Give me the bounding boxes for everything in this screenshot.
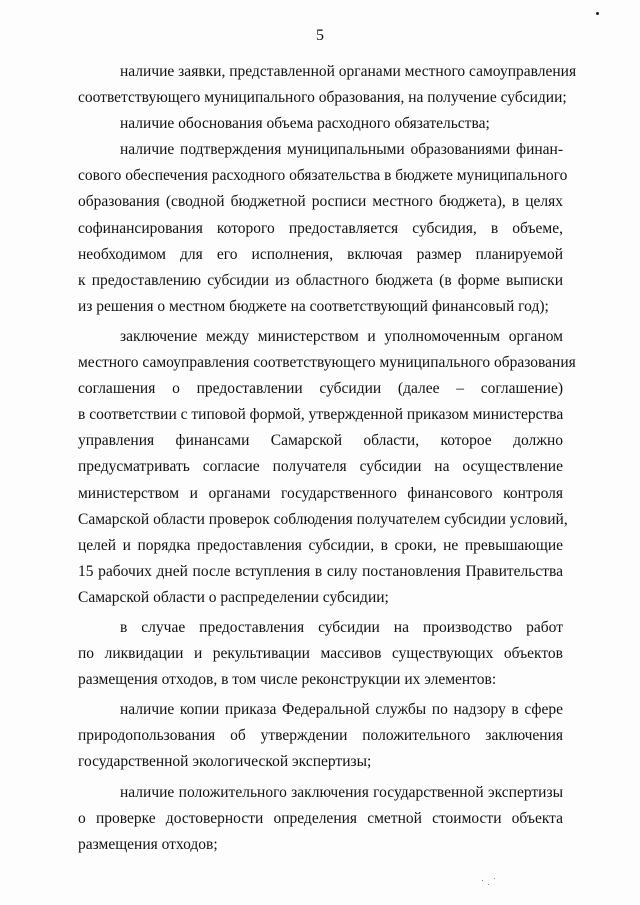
text-line: о проверке достоверности определения сметной стоимости объекта [78,809,563,827]
text-line: Самарской области проверок соблюдения получателем субсидии условий, [78,510,568,528]
text-line: к предоставлению субсидии из областного бюджета (в форме выписки [78,271,563,289]
text-line: природопользования об утверждении положительного заключения [78,727,563,745]
text-line: наличие копии приказа Федеральной службы по надзору в сфере [120,701,563,719]
scan-dot [596,12,599,15]
scan-speck [488,884,489,885]
text-line: целей и порядка предоставления субсидии, в сроки, не превышающие [78,536,563,554]
text-line: местного самоуправления соответствующего муниципального образования [78,354,576,372]
text-line: размещения отходов; [78,835,218,853]
text-line: Самарской области о распределении субсидии; [78,588,389,606]
text-line: 15 рабочих дней после вступления в силу постановления Правительства [78,562,563,580]
text-line: необходимом для его исполнения, включая размер планируемой [78,245,563,263]
text-line: управления финансами Самарской области, которое должно [78,432,563,450]
text-line: соглашения о предоставлении субсидии (далее – соглашение) [78,380,563,398]
scan-speck [482,880,483,881]
text-line: по ликвидации и рекультивации массивов существующих объектов [78,645,563,663]
page-number: 5 [316,27,324,44]
text-line: в случае предоставления субсидии на производство работ [120,618,563,636]
text-line: предусматривать согласие получателя субсидии на осуществление [78,458,563,476]
text-line: размещения отходов, в том числе реконструкции их элементов: [78,671,497,689]
text-line: заключение между министерством и уполномоченным органом [120,327,563,345]
body-text [78,59,577,858]
text-line: соответствующего муниципального образования, на получение субсидии; [78,89,567,107]
text-line: из решения о местном бюджете на соответствующий финансовый год); [78,297,549,315]
text-line: образования (сводной бюджетной росписи местного бюджета), в целях [78,193,563,211]
text-line: наличие заявки, представленной органами местного самоуправления [120,63,577,80]
text-line: софинансирования которого предоставляется субсидия, в объеме, [78,219,563,237]
scan-speck [494,878,495,879]
text-line: сового обеспечения расходного обязательства в бюджете муниципального [78,167,568,185]
text-line: наличие обоснования объема расходного обязательства; [120,115,490,133]
text-line: в соответствии с типовой формой, утвержденной приказом министерства [78,406,564,424]
text-line: министерством и органами государственного финансового контроля [78,484,563,502]
text-line: наличие подтверждения муниципальными образованиями финан- [120,141,563,159]
text-line: государственной экологической экспертизы; [78,753,372,771]
text-line: наличие положительного заключения государственной экспертизы [120,783,563,801]
